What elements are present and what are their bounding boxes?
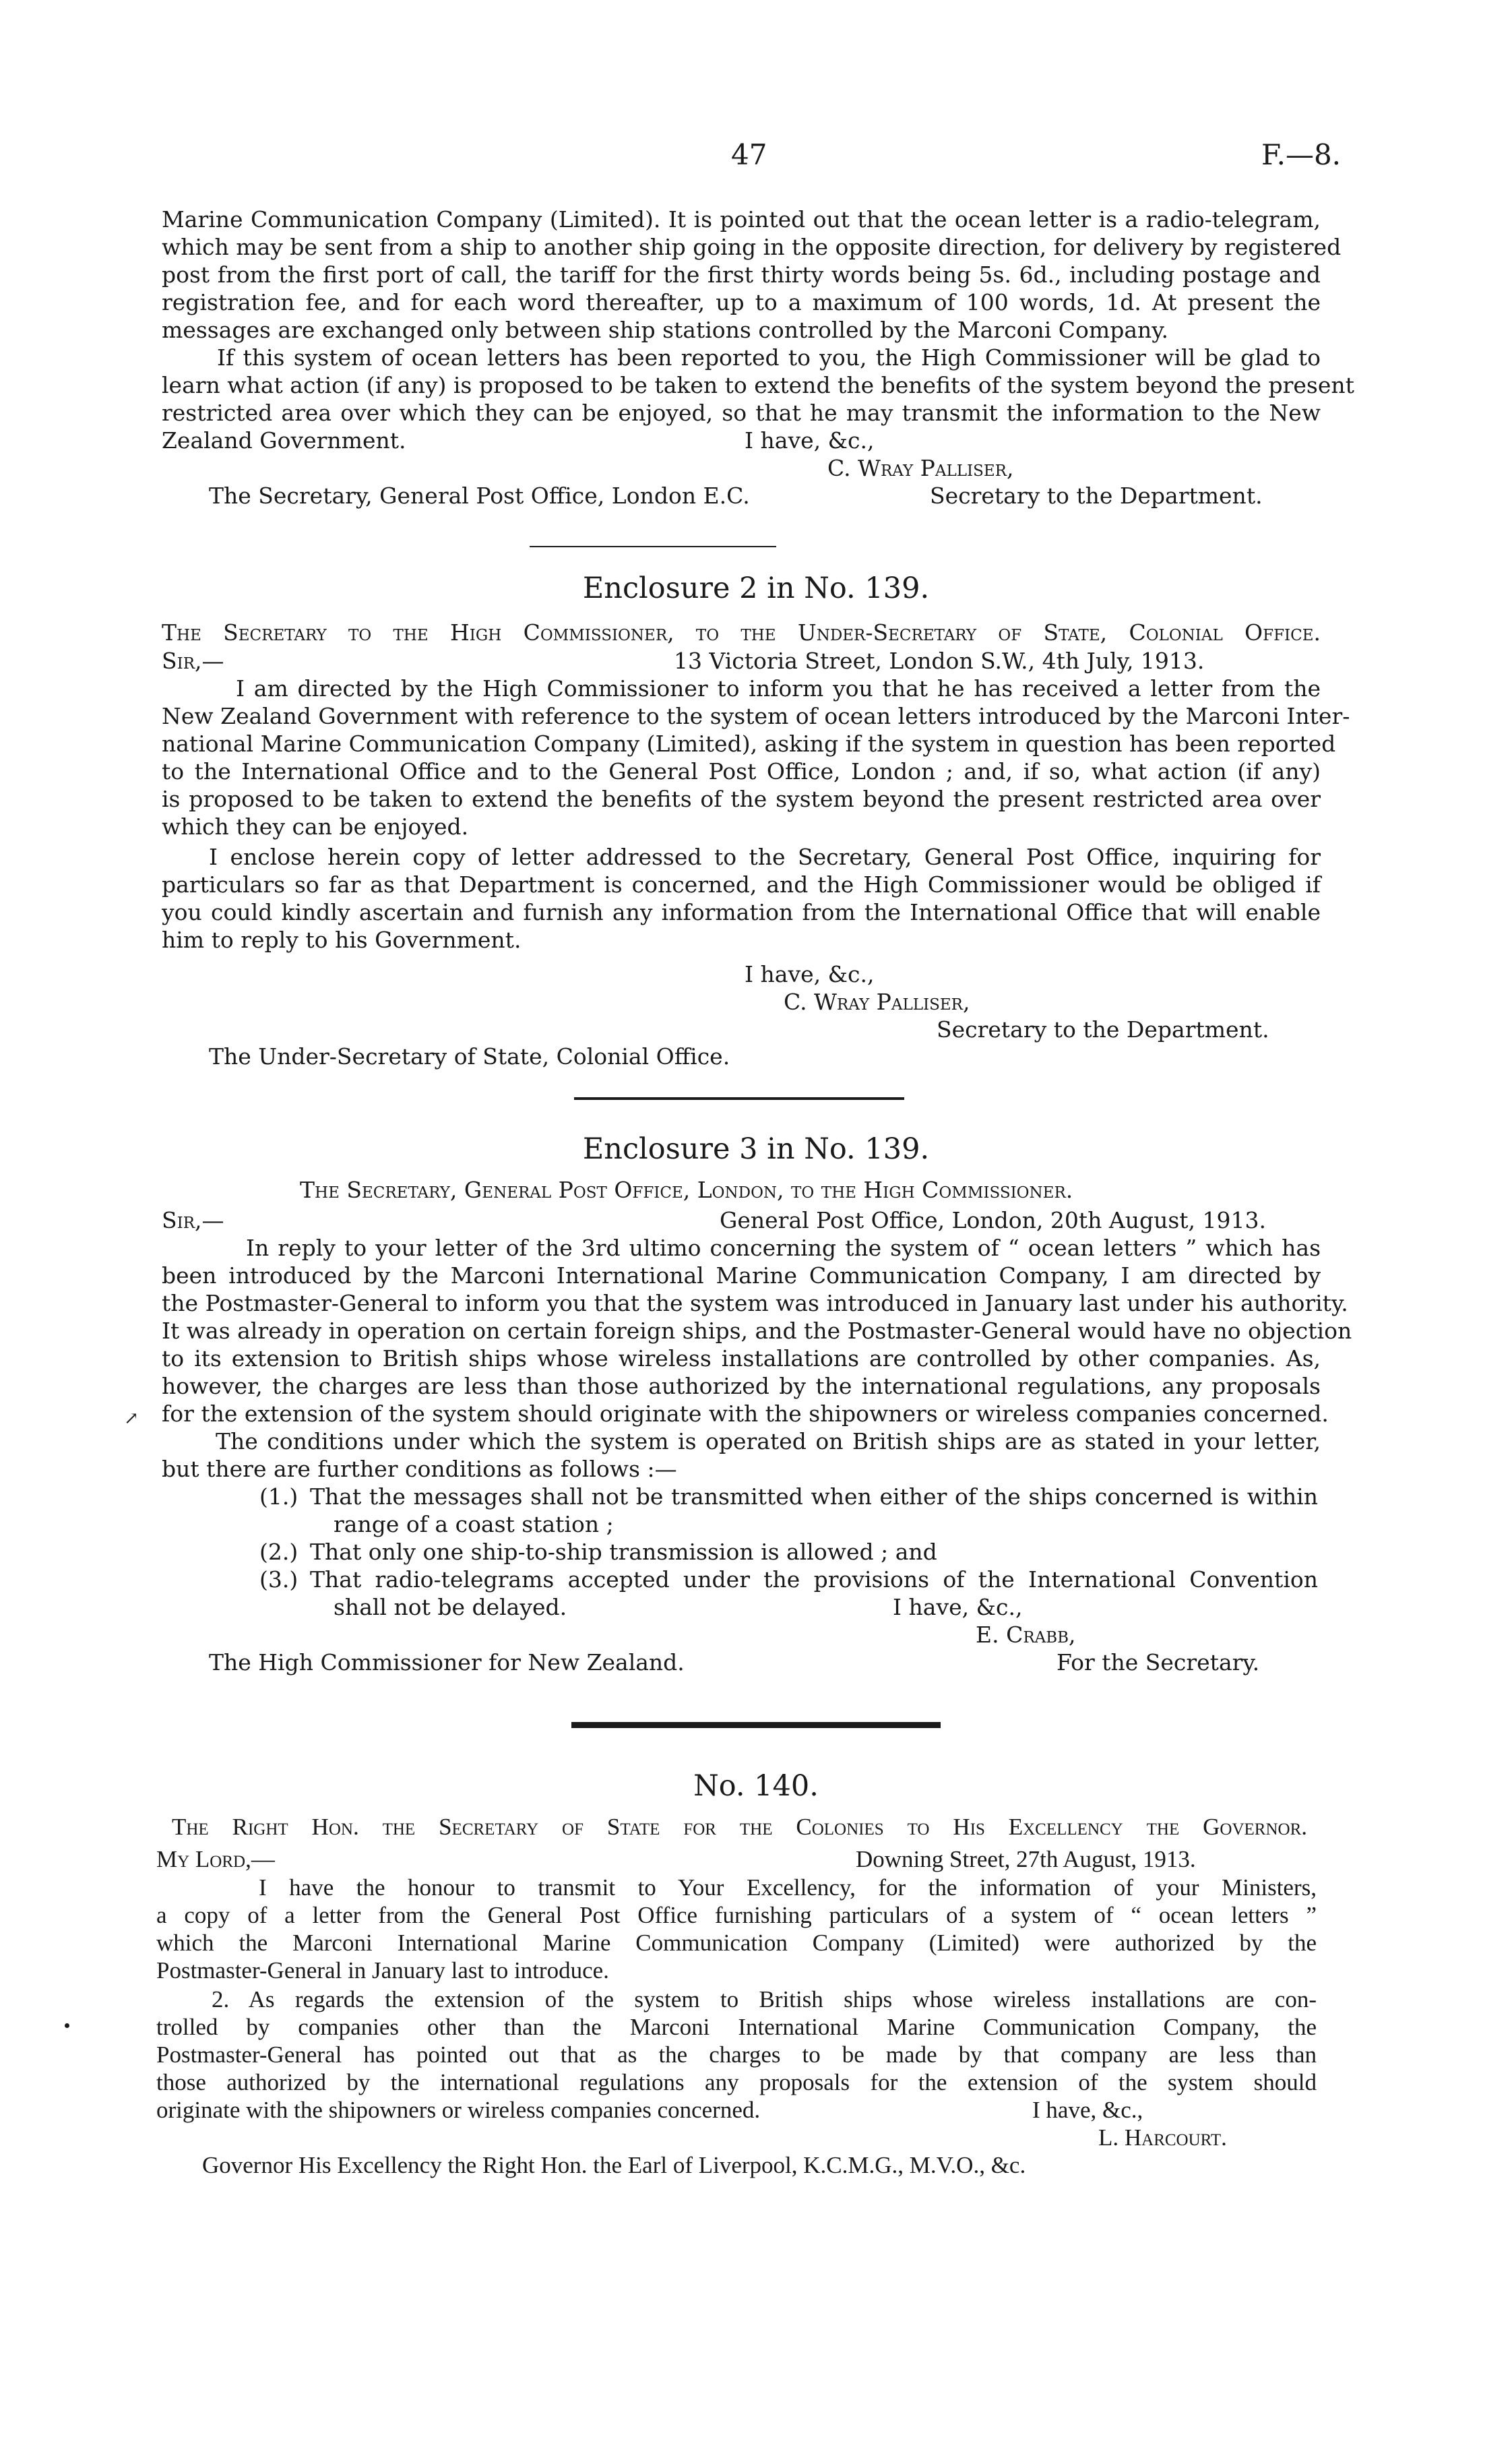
- signer: C. Wray Palliser,: [784, 989, 970, 1015]
- text-line: particulars so far as that Department is concerned, and the High Commissioner would be obliged if: [162, 871, 1321, 898]
- address-date: Downing Street, 27th August, 1913.: [856, 1846, 1196, 1872]
- closing: I have, &c.,: [893, 1594, 1023, 1620]
- text-line: Postmaster-General in January last to introduce.: [156, 1957, 609, 1984]
- margin-mark-icon: ↗: [124, 1409, 139, 1429]
- text-line: 2. As regards the extension of the system to British ships whose wireless installations are con-: [212, 1986, 1317, 2012]
- text-line: The conditions under which the system is operated on British ships are as stated in your letter,: [216, 1428, 1321, 1454]
- address-date: General Post Office, London, 20th August, 1913.: [720, 1207, 1266, 1233]
- continuation-paragraph-1: [162, 206, 1342, 344]
- text-line: messages are exchanged only between ship stations controlled by the Marconi Company.: [162, 317, 1168, 343]
- text-line: which may be sent from a ship to another ship going in the opposite direction, for delivery by registered: [162, 234, 1342, 260]
- signer: C. Wray Palliser,: [827, 455, 1014, 481]
- closing: I have, &c.,: [745, 961, 875, 987]
- signer-title: For the Secretary.: [1057, 1649, 1260, 1675]
- text-line: for the extension of the system should originate with the shipowners or wireless companies concerned.: [162, 1401, 1329, 1427]
- salutation: My Lord,—: [156, 1846, 275, 1872]
- text-line: Zealand Government.: [162, 427, 406, 454]
- salutation: Sir,—: [162, 1207, 224, 1233]
- text-line: learn what action (if any) is proposed to be taken to extend the benefits of the system beyond the present: [162, 372, 1354, 398]
- text-line: Postmaster-General has pointed out that as the charges to be made by that company are less than: [156, 2041, 1317, 2068]
- text-line: those authorized by the international regulations any proposals for the extension of the system should: [156, 2069, 1317, 2095]
- condition-number: (3.): [259, 1566, 298, 1593]
- text-line: trolled by companies other than the Marconi International Marine Communication Company, the: [156, 2014, 1317, 2040]
- condition-text: That the messages shall not be transmitted when either of the ships concerned is within: [310, 1483, 1318, 1510]
- enclosure-3-paragraph-2: [162, 1427, 1321, 1483]
- no-140-from-to: The Right Hon. the Secretary of State for the Colonies to His Excellency the Governor.: [172, 1814, 1307, 1840]
- text-line: originate with the shipowners or wireless companies concerned.: [156, 2097, 761, 2123]
- condition-continuation: range of a coast station ;: [334, 1511, 614, 1537]
- document-reference: F.—8.: [1261, 138, 1342, 171]
- addressee: The High Commissioner for New Zealand.: [209, 1649, 685, 1675]
- text-line: you could kindly ascertain and furnish any information from the International Office that will enable: [162, 899, 1321, 925]
- text-line: a copy of a letter from the General Post Office furnishing particulars of a system of “ ocean letters ”: [156, 1902, 1317, 1928]
- text-line: but there are further conditions as follows :—: [162, 1456, 677, 1482]
- condition-continuation: shall not be delayed.: [334, 1594, 567, 1620]
- separator-rule: [571, 1722, 941, 1728]
- closing: I have, &c.,: [1032, 2097, 1143, 2123]
- enclosure-3-paragraph-1: [162, 1234, 1352, 1427]
- enclosure-3-heading: Enclosure 3 in No. 139.: [582, 1132, 930, 1166]
- text-line: It was already in operation on certain foreign ships, and the Postmaster-General would have no objection: [162, 1318, 1352, 1344]
- text-line: registration fee, and for each word thereafter, up to a maximum of 100 words, 1d. At present the: [162, 289, 1321, 315]
- text-line: which they can be enjoyed.: [162, 813, 469, 840]
- text-line: to the International Office and to the General Post Office, London ; and, if so, what action (if any): [162, 758, 1321, 785]
- text-line: post from the first port of call, the tariff for the first thirty words being 5s. 6d., including postage and: [162, 262, 1321, 288]
- enclosure-2-from-to: The Secretary to the High Commissioner, to the Under-Secretary of State, Colonial Office.: [162, 619, 1321, 646]
- signer: L. Harcourt.: [1098, 2124, 1227, 2151]
- text-line: New Zealand Government with reference to the system of ocean letters introduced by the Marconi Inter-: [162, 703, 1350, 729]
- signer: E. Crabb,: [976, 1622, 1076, 1648]
- enclosure-2-paragraph-2: [162, 843, 1321, 954]
- text-line: Marine Communication Company (Limited). It is pointed out that the ocean letter is a radio-telegram,: [162, 206, 1321, 233]
- text-line: restricted area over which they can be enjoyed, so that he may transmit the information to the New: [162, 400, 1321, 426]
- text-line: If this system of ocean letters has been reported to you, the High Commissioner will be glad to: [217, 344, 1321, 371]
- signer-title: Secretary to the Department.: [937, 1016, 1269, 1043]
- condition-number: (2.): [259, 1539, 298, 1565]
- condition-number: (1.): [259, 1483, 298, 1510]
- enclosure-3-from-to: The Secretary, General Post Office, London, to the High Commissioner.: [300, 1177, 1073, 1203]
- salutation: Sir,—: [162, 648, 224, 674]
- text-line: to its extension to British ships whose wireless installations are controlled by other companies. As,: [162, 1345, 1321, 1372]
- text-line: however, the charges are less than those authorized by the international regulations, any proposals: [162, 1373, 1321, 1399]
- text-line: In reply to your letter of the 3rd ultimo concerning the system of “ ocean letters ” which has: [246, 1235, 1321, 1261]
- signer-title: Secretary to the Department.: [930, 483, 1263, 509]
- text-line: I am directed by the High Commissioner to inform you that he has received a letter from the: [236, 675, 1321, 702]
- text-line: is proposed to be taken to extend the benefits of the system beyond the present restricted area over: [162, 786, 1321, 812]
- text-line: I enclose herein copy of letter addressed to the Secretary, General Post Office, inquiring for: [209, 844, 1321, 870]
- addressee: Governor His Excellency the Right Hon. the Earl of Liverpool, K.C.M.G., M.V.O., &c.: [202, 2152, 1026, 2178]
- condition-text: That only one ship-to-ship transmission is allowed ; and: [310, 1539, 937, 1565]
- no-140-heading: No. 140.: [693, 1769, 819, 1803]
- enclosure-2-paragraph-1: [162, 675, 1350, 840]
- separator-rule: [530, 546, 776, 547]
- text-line: national Marine Communication Company (Limited), asking if the system in question has been reported: [162, 731, 1336, 757]
- closing: I have, &c.,: [745, 427, 875, 454]
- enclosure-2-heading: Enclosure 2 in No. 139.: [582, 572, 930, 605]
- addressee: The Secretary, General Post Office, London E.C.: [209, 483, 750, 509]
- continuation-paragraph-2: [162, 344, 1354, 454]
- text-line: him to reply to his Government.: [162, 927, 522, 953]
- addressee: The Under-Secretary of State, Colonial Office.: [209, 1043, 730, 1070]
- margin-dot-icon: [65, 2023, 69, 2028]
- condition-text: That radio-telegrams accepted under the provisions of the International Convention: [310, 1566, 1318, 1593]
- text-line: which the Marconi International Marine Communication Company (Limited) were authorized by the: [156, 1930, 1317, 1956]
- text-line: I have the honour to transmit to Your Excellency, for the information of your Ministers,: [259, 1874, 1317, 1901]
- page-number: 47: [731, 138, 767, 171]
- separator-rule: [574, 1097, 904, 1100]
- text-line: been introduced by the Marconi International Marine Communication Company, I am directed by: [162, 1262, 1321, 1289]
- no-140-paragraph-1: [156, 1874, 1317, 1984]
- text-line: the Postmaster-General to inform you that the system was introduced in January last under his authority.: [162, 1290, 1348, 1316]
- address-date: 13 Victoria Street, London S.W., 4th July, 1913.: [674, 648, 1205, 674]
